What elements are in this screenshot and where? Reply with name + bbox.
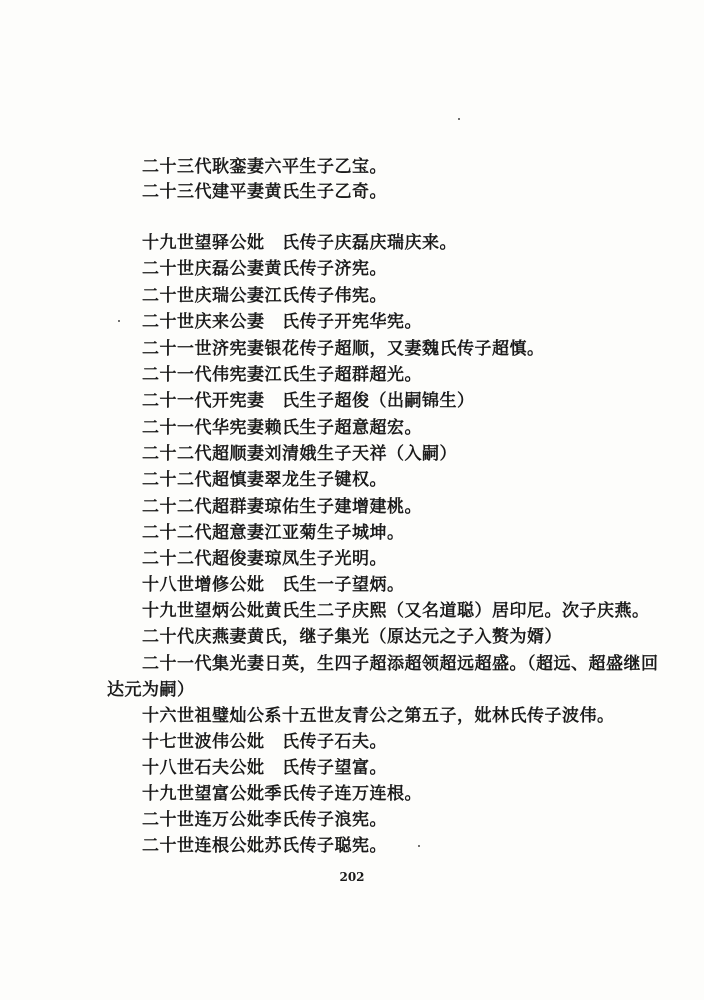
text-line: 二十一代华宪妻赖氏生子超意超宏。 <box>142 418 422 438</box>
text-line: 二十一世济宪妻银花传子超顺，又妻魏氏传子超慎。 <box>142 339 545 359</box>
text-line: 十七世波伟公妣 氏传子石夫。 <box>142 732 387 752</box>
text-line: 二十一代伟宪妻江氏生子超群超光。 <box>142 365 422 385</box>
text-line: 二十一代开宪妻 氏生子超俊（出嗣锦生） <box>142 391 475 411</box>
text-line: 十九世望炳公妣黄氏生二子庆熙（又名道聪）居印尼。次子庆燕。 <box>142 601 650 621</box>
text-line: 十八世石夫公妣 氏传子望富。 <box>142 758 387 778</box>
text-line: 二十世连根公妣苏氏传子聪宪。 <box>142 836 387 856</box>
scan-speck <box>118 320 120 322</box>
text-line: 二十二代超意妻江亚菊生子城坤。 <box>142 523 405 543</box>
text-line: 达元为嗣） <box>107 680 195 700</box>
text-line: 二十二代超慎妻翠龙生子键权。 <box>142 470 387 490</box>
text-line: 二十二代超俊妻琼凤生子光明。 <box>142 549 387 569</box>
text-line: 二十世庆磊公妻黄氏传子济宪。 <box>142 259 387 279</box>
text-line: 十九世望富公妣季氏传子连万连根。 <box>142 784 422 804</box>
scan-speck <box>458 118 460 120</box>
text-line: 二十一代集光妻日英，生四子超添超领超远超盛。（超远、超盛继回 <box>142 654 659 674</box>
text-line: 二十世庆瑞公妻江氏传子伟宪。 <box>142 286 387 306</box>
text-line: 二十三代耿銮妻六平生子乙宝。 <box>142 157 387 177</box>
text-line: 二十代庆燕妻黄氏，继子集光（原达元之子入赘为婿） <box>142 627 562 647</box>
page-number: 202 <box>339 870 365 884</box>
text-line: 十六世祖璧灿公系十五世友青公之第五子，妣林氏传子波伟。 <box>142 706 615 726</box>
text-line: 二十世庆来公妻 氏传子开宪华宪。 <box>142 312 422 332</box>
scan-speck <box>418 845 420 847</box>
text-line: 二十二代超顺妻刘清娥生子天祥（入嗣） <box>142 444 457 464</box>
text-line: 十九世望驿公妣 氏传子庆磊庆瑞庆来。 <box>142 233 457 253</box>
text-line: 二十世连万公妣李氏传子浪宪。 <box>142 810 387 830</box>
text-line: 二十二代超群妻琼佑生子建增建桃。 <box>142 497 422 517</box>
text-line: 十八世增修公妣 氏生一子望炳。 <box>142 575 405 595</box>
text-line: 二十三代建平妻黄氏生子乙奇。 <box>142 182 387 202</box>
